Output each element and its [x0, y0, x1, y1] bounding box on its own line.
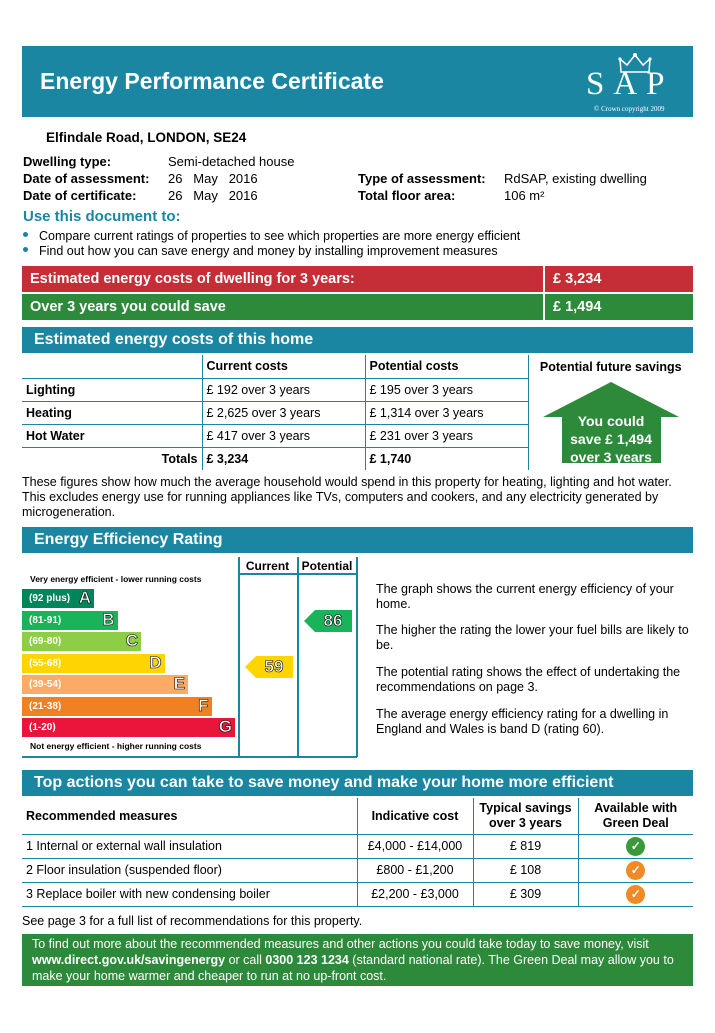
savings-arrow-line1: You could — [577, 413, 645, 429]
footer-text: To find out more about the recommended measures and other actions you could take today to save money, visit — [32, 937, 649, 951]
band-letter: C — [125, 631, 138, 650]
col-green-deal: Available with Green Deal — [578, 798, 693, 834]
costs-section-heading: Estimated energy costs of this home — [22, 327, 693, 353]
band-letter: G — [218, 717, 232, 736]
rating-band-a — [22, 589, 94, 608]
rating-band-f — [22, 697, 212, 716]
check-icon: ✓ — [626, 837, 645, 856]
rating-para: The higher the rating the lower your fuel bills are likely to be. — [376, 623, 689, 652]
measure-saving: £ 309 — [473, 882, 578, 906]
band-letter: F — [198, 695, 209, 715]
savings-arrow-line2: save £ 1,494 — [570, 431, 652, 447]
page-title: Energy Performance Certificate — [40, 68, 384, 94]
measure-cost: £4,000 - £14,000 — [357, 834, 473, 858]
measure-name: 2 Floor insulation (suspended floor) — [22, 858, 357, 882]
savings-arrow-line3: over 3 years — [570, 449, 652, 465]
col-recommended-measures: Recommended measures — [22, 798, 357, 834]
totals-label: Totals — [161, 451, 198, 466]
col-potential-costs: Potential costs — [365, 355, 528, 378]
band-letter: D — [149, 652, 162, 672]
dwelling-type-value: Semi-detached house — [168, 154, 295, 169]
row-label: Heating — [22, 401, 202, 424]
table-row — [22, 882, 693, 906]
crown-copyright: © Crown copyright 2009 — [594, 105, 665, 113]
measure-cost: £2,200 - £3,000 — [357, 882, 473, 906]
potential-cost: £ 231 over 3 years — [365, 424, 528, 447]
measure-name: 3 Replace boiler with new condensing boiler — [22, 882, 357, 906]
savings-label: Over 3 years you could save — [22, 294, 543, 320]
rating-para: The graph shows the current energy efficiency of your home. — [376, 582, 674, 611]
rating-band-e — [22, 675, 188, 694]
measure-saving: £ 108 — [473, 858, 578, 882]
use-bullet: Find out how you can save energy and money by installing improvement measures — [23, 244, 498, 258]
floor-area-label: Total floor area: — [358, 188, 456, 203]
measure-cost: £800 - £1,200 — [357, 858, 473, 882]
band-range: (21-38) — [29, 700, 62, 712]
rating-band-b — [22, 611, 118, 630]
potential-cost: £ 195 over 3 years — [365, 378, 528, 401]
costs-note: These figures show how much the average household would spend in this property for heating, lighting and hot water. This excludes energy use for running appliances like TVs, computers and cookers, and any electricity generated by microgeneration. — [22, 475, 672, 519]
measure-name: 1 Internal or external wall insulation — [22, 834, 357, 858]
dwelling-type-label: Dwelling type: — [23, 154, 112, 169]
sap-logo — [582, 50, 687, 114]
measure-saving: £ 819 — [473, 834, 578, 858]
table-row — [22, 858, 693, 882]
footer-info: To find out more about the recommended measures and other actions you could take today to save money, visit www.direct.gov.uk/savingenergy or call 0300 123 1234 (standard national rate). The Green Deal may allow you to make your home warmer and cheaper to run at no up-front cost. — [22, 934, 693, 986]
rating-para: The average energy efficiency rating for a dwelling in England and Wales is band D (rating 60). — [376, 707, 669, 736]
band-letter: A — [78, 588, 91, 607]
band-range: (39-54) — [29, 679, 62, 690]
rating-band-g — [22, 718, 235, 737]
current-cost: £ 2,625 over 3 years — [202, 401, 365, 424]
property-address: Elfindale Road, LONDON, SE24 — [46, 130, 247, 145]
band-letter: E — [173, 674, 185, 693]
assessment-type-label: Type of assessment: — [358, 171, 486, 186]
band-letter: B — [102, 609, 115, 629]
row-label: Lighting — [22, 378, 202, 401]
assessment-date-label: Date of assessment: — [23, 171, 150, 186]
estimated-cost-value: £ 3,234 — [545, 266, 693, 292]
savings-value: £ 1,494 — [545, 294, 693, 320]
not-efficient-note: Not energy efficient - higher running costs — [30, 741, 202, 751]
certificate-date-value: 26 May 2016 — [168, 188, 258, 203]
band-range: (69-80) — [29, 636, 62, 647]
current-cost: £ 192 over 3 years — [202, 378, 365, 401]
col-current-rating: Current — [245, 559, 290, 573]
band-range: (1-20) — [29, 722, 56, 733]
table-row — [22, 834, 693, 858]
actions-table — [22, 798, 693, 907]
check-icon: ✓ — [626, 861, 645, 880]
total-current: £ 3,234 — [202, 447, 365, 470]
header-banner — [22, 46, 693, 117]
table-row — [22, 378, 693, 401]
band-range: (55-68) — [29, 657, 62, 669]
costs-table — [22, 355, 693, 470]
footer-link[interactable]: www.direct.gov.uk/savingenergy — [32, 953, 226, 967]
estimated-cost-label: Estimated energy costs of dwelling for 3 years: — [22, 266, 543, 292]
rating-section-heading: Energy Efficiency Rating — [22, 527, 693, 553]
col-indicative-cost: Indicative cost — [357, 798, 473, 834]
footer-phone: 0300 123 1234 — [265, 953, 349, 967]
band-range: (81-91) — [29, 614, 62, 626]
col-current-costs: Current costs — [202, 355, 365, 378]
floor-area-value: 106 m² — [504, 188, 545, 203]
potential-cost: £ 1,314 over 3 years — [365, 401, 528, 424]
rating-band-d — [22, 654, 165, 673]
band-range: (92 plus) — [29, 593, 71, 604]
current-rating-value: 59 — [264, 657, 284, 676]
sap-logo-text: SAP — [586, 66, 674, 102]
potential-rating-value: 86 — [323, 611, 343, 630]
current-cost: £ 417 over 3 years — [202, 424, 365, 447]
use-document-heading: Use this document to: — [23, 208, 181, 225]
col-typical-savings: Typical savings over 3 years — [473, 798, 578, 834]
rating-para: The potential rating shows the effect of undertaking the recommendations on page 3. — [376, 665, 681, 694]
col-potential-rating: Potential — [301, 559, 353, 573]
total-potential: £ 1,740 — [365, 447, 528, 470]
col-future-savings: Potential future savings — [528, 355, 693, 378]
savings-arrow-cell — [528, 378, 693, 470]
actions-section-heading: Top actions you can take to save money and make your home more efficient — [22, 770, 693, 796]
certificate-date-label: Date of certificate: — [23, 188, 137, 203]
assessment-date-value: 26 May 2016 — [168, 171, 258, 186]
check-icon: ✓ — [626, 885, 645, 904]
row-label: Hot Water — [22, 424, 202, 447]
recommendations-footnote: See page 3 for a full list of recommendations for this property. — [22, 914, 363, 928]
assessment-type-value: RdSAP, existing dwelling — [504, 171, 647, 186]
rating-band-c — [22, 632, 141, 651]
very-efficient-note: Very energy efficient - lower running costs — [30, 574, 202, 584]
use-bullet: Compare current ratings of properties to see which properties are more energy efficient — [23, 229, 520, 243]
